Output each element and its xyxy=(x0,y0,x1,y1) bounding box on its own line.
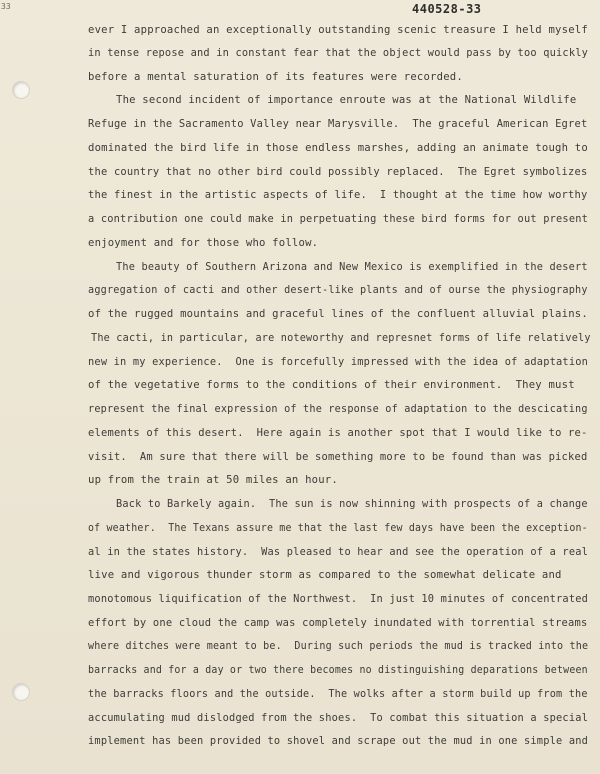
text-line: a contribution one could make in perpetuating these bird forms for out present xyxy=(88,213,589,225)
text-line: The cacti, in particular, are noteworthy and represnet forms of life relatively xyxy=(91,332,591,344)
punch-hole-bottom xyxy=(12,683,30,701)
text-line: Back to Barkely again. The sun is now shinning with prospects of a change xyxy=(116,498,588,510)
punch-hole-top xyxy=(12,81,30,99)
text-line: effort by one cloud the camp was completely inundated with torrential streams xyxy=(88,617,588,629)
text-line: the barracks floors and the outside. The wolks after a storm build up from the xyxy=(88,688,588,700)
text-line: aggregation of cacti and other desert-like plants and of ourse the physiography xyxy=(88,284,588,296)
text-line: the finest in the artistic aspects of life. I thought at the time how worthy xyxy=(88,189,588,201)
text-line: represent the final expression of the response of adaptation to the descicating xyxy=(88,403,588,415)
page-corner-mark: 33 xyxy=(1,2,11,11)
document-number: 440528-33 xyxy=(412,2,482,16)
text-line: accumulating mud dislodged from the shoes. To combat this situation a special xyxy=(88,712,589,724)
text-line: implement has been provided to shovel and scrape out the mud in one simple and xyxy=(88,735,589,747)
text-line: of the rugged mountains and graceful lines of the confluent alluvial plains. xyxy=(88,308,588,320)
text-line: enjoyment and for those who follow. xyxy=(88,237,319,249)
text-line: dominated the bird life in those endless marshes, adding an animate tough to xyxy=(88,142,588,154)
text-line: new in my experience. One is forcefully impressed with the idea of adaptation xyxy=(88,356,589,368)
text-line: monotomous liquification of the Northwest. In just 10 minutes of concentrated xyxy=(88,593,589,605)
text-line: of the vegetative forms to the conditions of their environment. They must xyxy=(88,379,575,391)
text-line: al in the states history. Was pleased to hear and see the operation of a real xyxy=(88,546,589,558)
text-line: elements of this desert. Here again is another spot that I would like to re- xyxy=(88,427,588,439)
text-line: barracks and for a day or two there becomes no distinguishing deparations between xyxy=(88,664,588,676)
text-line: of weather. The Texans assure me that the last few days have been the exception- xyxy=(88,522,588,534)
text-line: the country that no other bird could possibly replaced. The Egret symbolizes xyxy=(88,166,588,178)
text-line: where ditches were meant to be. During such periods the mud is tracked into the xyxy=(88,640,589,652)
text-line: Refuge in the Sacramento Valley near Marysville. The graceful American Egret xyxy=(88,118,588,130)
text-line: up from the train at 50 miles an hour. xyxy=(88,474,338,486)
text-line: before a mental saturation of its features were recorded. xyxy=(88,71,463,83)
text-line: visit. Am sure that there will be something more to be found than was picked xyxy=(88,451,588,463)
text-line: live and vigorous thunder storm as compared to the somewhat delicate and xyxy=(88,569,562,581)
text-line: The beauty of Southern Arizona and New Mexico is exemplified in the desert xyxy=(116,261,588,273)
text-line: in tense repose and in constant fear that the object would pass by too quickly xyxy=(88,47,589,59)
text-line: ever I approached an exceptionally outstanding scenic treasure I held myself xyxy=(88,24,588,36)
text-line: The second incident of importance enroute was at the National Wildlife xyxy=(116,94,577,106)
